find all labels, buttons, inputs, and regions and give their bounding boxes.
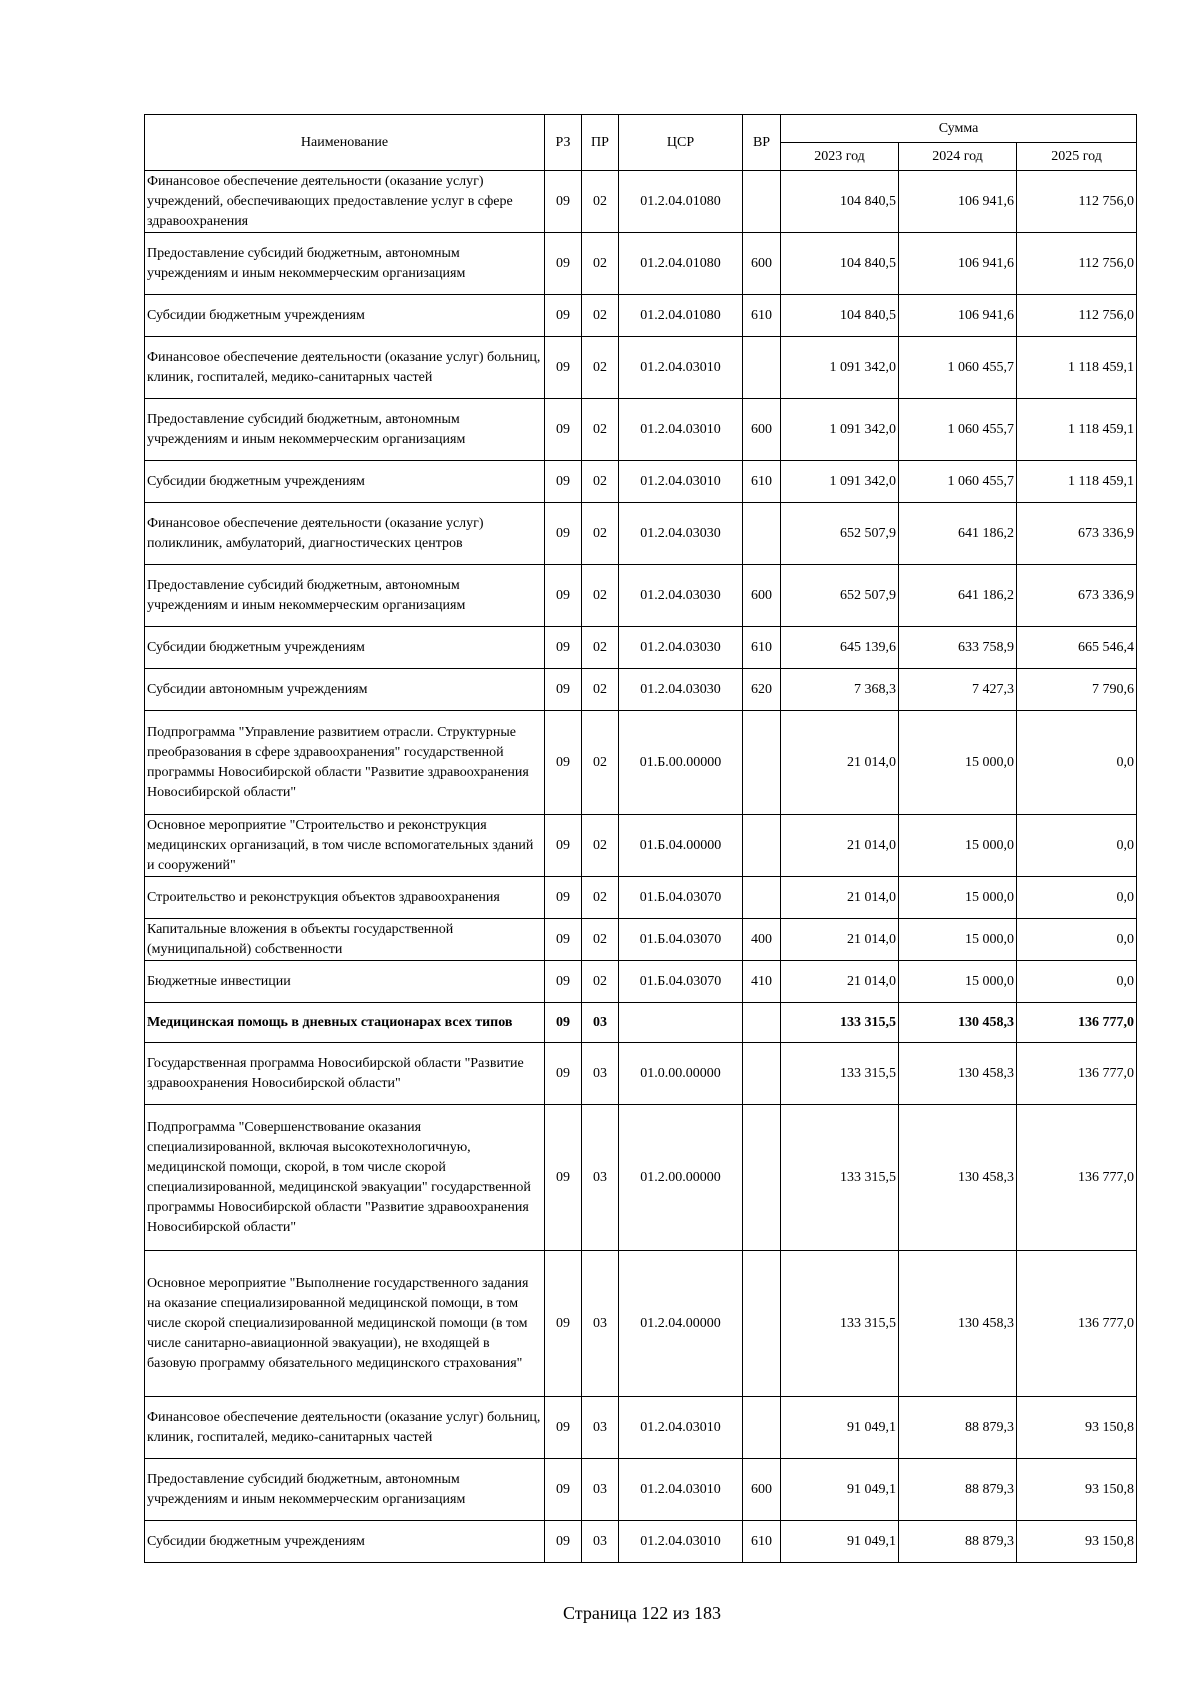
- row-vr: [743, 171, 781, 233]
- row-amount-2025: 1 118 459,1: [1017, 337, 1137, 399]
- row-rz: 09: [545, 711, 582, 815]
- row-rz: 09: [545, 919, 582, 961]
- row-amount-2024: 130 458,3: [899, 1105, 1017, 1251]
- row-pr: 02: [582, 919, 619, 961]
- row-rz: 09: [545, 565, 582, 627]
- row-amount-2025: 136 777,0: [1017, 1003, 1137, 1043]
- row-pr: 02: [582, 295, 619, 337]
- header-rz: РЗ: [545, 115, 582, 171]
- row-amount-2023: 21 014,0: [781, 919, 899, 961]
- row-rz: 09: [545, 1003, 582, 1043]
- row-vr: 610: [743, 295, 781, 337]
- row-amount-2025: 673 336,9: [1017, 565, 1137, 627]
- row-pr: 03: [582, 1105, 619, 1251]
- row-amount-2023: 1 091 342,0: [781, 461, 899, 503]
- row-csr: 01.Б.00.00000: [619, 711, 743, 815]
- row-amount-2024: 7 427,3: [899, 669, 1017, 711]
- row-vr: 600: [743, 233, 781, 295]
- table-row: [145, 1397, 1137, 1459]
- row-csr: 01.2.04.03010: [619, 1521, 743, 1563]
- row-name: Субсидии автономным учреждениям: [145, 669, 545, 711]
- row-amount-2025: 93 150,8: [1017, 1397, 1137, 1459]
- row-pr: 02: [582, 877, 619, 919]
- row-csr: 01.2.04.01080: [619, 233, 743, 295]
- row-pr: 02: [582, 171, 619, 233]
- row-amount-2023: 7 368,3: [781, 669, 899, 711]
- row-amount-2024: 106 941,6: [899, 171, 1017, 233]
- row-vr: 620: [743, 669, 781, 711]
- row-csr: 01.2.04.03010: [619, 399, 743, 461]
- row-amount-2023: 104 840,5: [781, 295, 899, 337]
- table-row: [145, 399, 1137, 461]
- row-name: Финансовое обеспечение деятельности (оказание услуг) поликлиник, амбулаторий, диагностических центров: [145, 503, 545, 565]
- row-pr: 02: [582, 961, 619, 1003]
- row-vr: [743, 1003, 781, 1043]
- table-row: [145, 815, 1137, 877]
- row-csr: 01.Б.04.03070: [619, 877, 743, 919]
- row-amount-2025: 665 546,4: [1017, 627, 1137, 669]
- row-rz: 09: [545, 503, 582, 565]
- row-name: Финансовое обеспечение деятельности (оказание услуг) больниц, клиник, госпиталей, медико-санитарных частей: [145, 1397, 545, 1459]
- row-pr: 02: [582, 669, 619, 711]
- row-amount-2024: 88 879,3: [899, 1521, 1017, 1563]
- row-rz: 09: [545, 815, 582, 877]
- row-pr: 02: [582, 337, 619, 399]
- row-amount-2023: 21 014,0: [781, 877, 899, 919]
- row-amount-2023: 21 014,0: [781, 815, 899, 877]
- row-amount-2024: 641 186,2: [899, 503, 1017, 565]
- row-rz: 09: [545, 1397, 582, 1459]
- row-pr: 03: [582, 1003, 619, 1043]
- budget-table: [144, 114, 1137, 1563]
- row-csr: 01.2.04.03010: [619, 337, 743, 399]
- row-csr: 01.2.04.03030: [619, 627, 743, 669]
- row-amount-2025: 0,0: [1017, 919, 1137, 961]
- row-amount-2024: 130 458,3: [899, 1003, 1017, 1043]
- row-csr: 01.2.00.00000: [619, 1105, 743, 1251]
- row-vr: 610: [743, 1521, 781, 1563]
- row-vr: [743, 503, 781, 565]
- row-rz: 09: [545, 1251, 582, 1397]
- row-amount-2023: 1 091 342,0: [781, 337, 899, 399]
- row-amount-2024: 130 458,3: [899, 1043, 1017, 1105]
- table-row: [145, 961, 1137, 1003]
- table-row: [145, 1003, 1137, 1043]
- header-csr: ЦСР: [619, 115, 743, 171]
- table-row: [145, 1459, 1137, 1521]
- row-rz: 09: [545, 1043, 582, 1105]
- header-vr: ВР: [743, 115, 781, 171]
- row-amount-2023: 652 507,9: [781, 503, 899, 565]
- row-vr: [743, 1397, 781, 1459]
- row-amount-2024: 130 458,3: [899, 1251, 1017, 1397]
- row-vr: [743, 815, 781, 877]
- header-year-2025: 2025 год: [1017, 143, 1137, 171]
- table-row: [145, 1251, 1137, 1397]
- row-amount-2025: 673 336,9: [1017, 503, 1137, 565]
- table-row: [145, 171, 1137, 233]
- row-csr: 01.2.04.03010: [619, 1397, 743, 1459]
- row-amount-2025: 136 777,0: [1017, 1251, 1137, 1397]
- row-vr: 610: [743, 461, 781, 503]
- row-amount-2023: 21 014,0: [781, 711, 899, 815]
- row-pr: 02: [582, 565, 619, 627]
- header-year-2024: 2024 год: [899, 143, 1017, 171]
- row-vr: 600: [743, 565, 781, 627]
- row-amount-2023: 133 315,5: [781, 1043, 899, 1105]
- row-name: Финансовое обеспечение деятельности (оказание услуг) больниц, клиник, госпиталей, медико-санитарных частей: [145, 337, 545, 399]
- row-amount-2024: 88 879,3: [899, 1397, 1017, 1459]
- row-amount-2023: 1 091 342,0: [781, 399, 899, 461]
- row-vr: [743, 1251, 781, 1397]
- table-row: [145, 1043, 1137, 1105]
- row-amount-2023: 21 014,0: [781, 961, 899, 1003]
- row-name: Медицинская помощь в дневных стационарах всех типов: [145, 1003, 545, 1043]
- row-amount-2024: 106 941,6: [899, 295, 1017, 337]
- row-name: Основное мероприятие "Выполнение государственного задания на оказание специализированной медицинской помощи, в том числе скорой специализированной медицинской помощи (в том числе санитарно-авиационной эвакуации), не входящей в базовую программу обязательного медицинского страхования": [145, 1251, 545, 1397]
- row-amount-2023: 91 049,1: [781, 1459, 899, 1521]
- row-amount-2025: 7 790,6: [1017, 669, 1137, 711]
- row-name: Субсидии бюджетным учреждениям: [145, 627, 545, 669]
- row-vr: 600: [743, 1459, 781, 1521]
- row-name: Предоставление субсидий бюджетным, автономным учреждениям и иным некоммерческим организациям: [145, 399, 545, 461]
- table-row: [145, 295, 1137, 337]
- table-row: [145, 1105, 1137, 1251]
- row-rz: 09: [545, 1105, 582, 1251]
- header-year-2023: 2023 год: [781, 143, 899, 171]
- row-name: Капитальные вложения в объекты государственной (муниципальной) собственности: [145, 919, 545, 961]
- row-csr: 01.2.04.03030: [619, 669, 743, 711]
- table-row: [145, 669, 1137, 711]
- row-amount-2025: 112 756,0: [1017, 295, 1137, 337]
- row-amount-2025: 93 150,8: [1017, 1459, 1137, 1521]
- row-amount-2024: 15 000,0: [899, 877, 1017, 919]
- row-name: Предоставление субсидий бюджетным, автономным учреждениям и иным некоммерческим организациям: [145, 1459, 545, 1521]
- table-row: [145, 461, 1137, 503]
- row-vr: 600: [743, 399, 781, 461]
- row-amount-2024: 641 186,2: [899, 565, 1017, 627]
- header-sum: Сумма: [781, 115, 1137, 143]
- row-pr: 03: [582, 1043, 619, 1105]
- row-amount-2023: 645 139,6: [781, 627, 899, 669]
- row-amount-2023: 104 840,5: [781, 233, 899, 295]
- row-vr: 400: [743, 919, 781, 961]
- row-rz: 09: [545, 877, 582, 919]
- row-name: Основное мероприятие "Строительство и реконструкция медицинских организаций, в том числе вспомогательных зданий и сооружений": [145, 815, 545, 877]
- row-vr: [743, 711, 781, 815]
- row-amount-2023: 133 315,5: [781, 1105, 899, 1251]
- row-name: Бюджетные инвестиции: [145, 961, 545, 1003]
- row-csr: 01.2.04.01080: [619, 171, 743, 233]
- row-amount-2025: 136 777,0: [1017, 1105, 1137, 1251]
- row-rz: 09: [545, 295, 582, 337]
- row-csr: 01.2.04.03030: [619, 565, 743, 627]
- row-csr: 01.Б.04.00000: [619, 815, 743, 877]
- row-amount-2024: 88 879,3: [899, 1459, 1017, 1521]
- row-amount-2025: 0,0: [1017, 711, 1137, 815]
- row-amount-2024: 106 941,6: [899, 233, 1017, 295]
- header-pr: ПР: [582, 115, 619, 171]
- row-pr: 02: [582, 815, 619, 877]
- table-row: [145, 565, 1137, 627]
- row-name: Государственная программа Новосибирской области "Развитие здравоохранения Новосибирской области": [145, 1043, 545, 1105]
- row-rz: 09: [545, 337, 582, 399]
- row-name: Предоставление субсидий бюджетным, автономным учреждениям и иным некоммерческим организациям: [145, 565, 545, 627]
- table-row: [145, 1521, 1137, 1563]
- row-amount-2024: 15 000,0: [899, 711, 1017, 815]
- row-amount-2025: 0,0: [1017, 877, 1137, 919]
- row-amount-2025: 1 118 459,1: [1017, 461, 1137, 503]
- row-name: Строительство и реконструкция объектов здравоохранения: [145, 877, 545, 919]
- row-amount-2023: 652 507,9: [781, 565, 899, 627]
- table-row: [145, 877, 1137, 919]
- table-row: [145, 919, 1137, 961]
- row-rz: 09: [545, 233, 582, 295]
- table-row: [145, 233, 1137, 295]
- row-pr: 02: [582, 627, 619, 669]
- table-row: [145, 337, 1137, 399]
- table-row: [145, 711, 1137, 815]
- table-row: [145, 627, 1137, 669]
- row-rz: 09: [545, 399, 582, 461]
- row-amount-2023: 104 840,5: [781, 171, 899, 233]
- row-amount-2025: 112 756,0: [1017, 233, 1137, 295]
- row-vr: [743, 877, 781, 919]
- row-pr: 02: [582, 711, 619, 815]
- row-amount-2023: 133 315,5: [781, 1003, 899, 1043]
- table-header: [145, 115, 1137, 171]
- row-name: Предоставление субсидий бюджетным, автономным учреждениям и иным некоммерческим организациям: [145, 233, 545, 295]
- row-csr: 01.Б.04.03070: [619, 919, 743, 961]
- row-name: Субсидии бюджетным учреждениям: [145, 461, 545, 503]
- row-amount-2025: 1 118 459,1: [1017, 399, 1137, 461]
- row-pr: 02: [582, 233, 619, 295]
- row-csr: 01.2.04.03010: [619, 461, 743, 503]
- row-pr: 03: [582, 1397, 619, 1459]
- row-amount-2025: 0,0: [1017, 961, 1137, 1003]
- row-csr: 01.2.04.01080: [619, 295, 743, 337]
- row-amount-2024: 15 000,0: [899, 961, 1017, 1003]
- table-body: [145, 171, 1137, 1563]
- page-number: Страница 122 из 183: [563, 1603, 721, 1623]
- row-vr: [743, 1043, 781, 1105]
- row-rz: 09: [545, 669, 582, 711]
- header-name: Наименование: [145, 115, 545, 171]
- row-name: Субсидии бюджетным учреждениям: [145, 295, 545, 337]
- row-vr: [743, 1105, 781, 1251]
- row-amount-2025: 0,0: [1017, 815, 1137, 877]
- row-amount-2024: 1 060 455,7: [899, 461, 1017, 503]
- row-pr: 02: [582, 503, 619, 565]
- row-pr: 02: [582, 461, 619, 503]
- row-csr: 01.0.00.00000: [619, 1043, 743, 1105]
- row-rz: 09: [545, 1521, 582, 1563]
- row-rz: 09: [545, 961, 582, 1003]
- row-rz: 09: [545, 627, 582, 669]
- row-amount-2024: 15 000,0: [899, 919, 1017, 961]
- row-csr: 01.2.04.03030: [619, 503, 743, 565]
- row-rz: 09: [545, 461, 582, 503]
- row-csr: 01.2.04.00000: [619, 1251, 743, 1397]
- row-pr: 02: [582, 399, 619, 461]
- row-amount-2025: 136 777,0: [1017, 1043, 1137, 1105]
- row-amount-2024: 633 758,9: [899, 627, 1017, 669]
- row-pr: 03: [582, 1251, 619, 1397]
- row-csr: 01.Б.04.03070: [619, 961, 743, 1003]
- row-amount-2024: 15 000,0: [899, 815, 1017, 877]
- row-pr: 03: [582, 1459, 619, 1521]
- row-amount-2025: 112 756,0: [1017, 171, 1137, 233]
- row-amount-2023: 91 049,1: [781, 1397, 899, 1459]
- row-rz: 09: [545, 1459, 582, 1521]
- row-name: Подпрограмма "Совершенствование оказания специализированной, включая высокотехнологичную, медицинской помощи, скорой, в том числе скорой специализированной, медицинской эвакуации" государственной программы Новосибирской области "Развитие здравоохранения Новосибирской области": [145, 1105, 545, 1251]
- row-name: Субсидии бюджетным учреждениям: [145, 1521, 545, 1563]
- row-vr: 410: [743, 961, 781, 1003]
- row-name: Подпрограмма "Управление развитием отрасли. Структурные преобразования в сфере здравоохранения" государственной программы Новосибирской области "Развитие здравоохранения Новосибирской области": [145, 711, 545, 815]
- row-vr: 610: [743, 627, 781, 669]
- row-vr: [743, 337, 781, 399]
- table-row: [145, 503, 1137, 565]
- row-amount-2025: 93 150,8: [1017, 1521, 1137, 1563]
- row-amount-2023: 91 049,1: [781, 1521, 899, 1563]
- row-name: Финансовое обеспечение деятельности (оказание услуг) учреждений, обеспечивающих предоставление услуг в сфере здравоохранения: [145, 171, 545, 233]
- row-amount-2024: 1 060 455,7: [899, 337, 1017, 399]
- row-pr: 03: [582, 1521, 619, 1563]
- row-amount-2024: 1 060 455,7: [899, 399, 1017, 461]
- row-amount-2023: 133 315,5: [781, 1251, 899, 1397]
- row-csr: [619, 1003, 743, 1043]
- row-rz: 09: [545, 171, 582, 233]
- row-csr: 01.2.04.03010: [619, 1459, 743, 1521]
